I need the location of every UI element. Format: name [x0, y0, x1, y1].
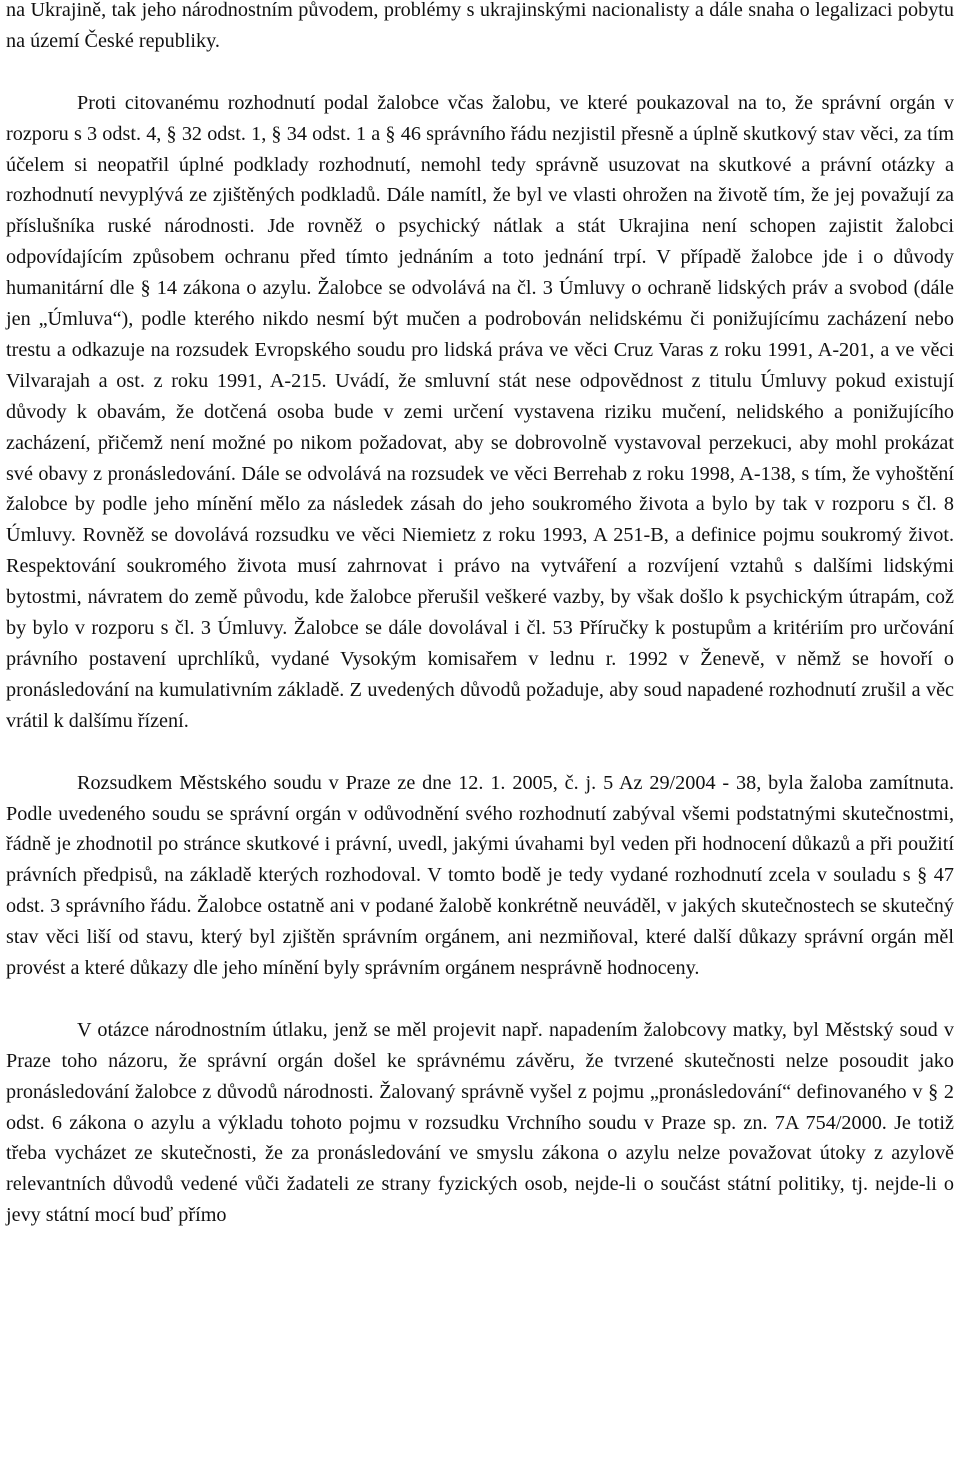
paragraph-continuation: na Ukrajině, tak jeho národnostním původem, problémy s ukrajinskými nacionalisty a dále snaha o legalizaci pobytu na území České republiky.: [6, 0, 954, 52]
paragraph-spacer: [6, 984, 954, 1015]
paragraph-spacer: [6, 57, 954, 88]
paragraph-plaintiff-claims: Proti citovanému rozhodnutí podal žalobce včas žalobu, ve které poukazoval na to, že správní orgán v rozporu s 3 odst. 4, § 32 odst. 1, § 34 odst. 1 a § 46 správního řádu nezjistil přesně a úplně skutkový stav věci, za tím účelem si neopatřil úplné podklady rozhodnutí, nemohl tedy správně usuzovat na skutkové a právní otázky a rozhodnutí nevyplývá ze zjištěných podkladů. Dále namítl, že byl ve vlasti ohrožen na životě tím, že jej považují za příslušníka ruské národnosti. Jde rovněž o psychický nátlak a stát Ukrajina není schopen zajistit žalobci odpovídajícím způsobem ochranu před tímto jednáním a toto jednání trpí. V případě žalobce jde i o důvody humanitární dle § 14 zákona o azylu. Žalobce se odvolává na čl. 3 Úmluvy o ochraně lidských práv a svobod (dále jen „Úmluva“), podle kterého nikdo nesmí být mučen a podrobován nelidskému či ponižujícímu zacházení nebo trestu a odkazuje na rozsudek Evropského soudu pro lidská práva ve věci Cruz Varas z roku 1991, A-201, a ve věci Vilvarajah a ost. z roku 1991, A-215. Uvádí, že smluvní stát nese odpovědnost z titulu Úmluvy pokud existují důvody k obavám, že dotčená osoba bude v zemi určení vystavena riziku mučení, nelidského a ponižujícího zacházení, přičemž není možné po nikom požadovat, aby se dobrovolně vystavoval perzekuci, aby mohl prokázat své obavy z pronásledování. Dále se odvolává na rozsudek ve věci Berrehab z roku 1998, A-138, s tím, že vyhoštění žalobce by podle jeho mínění mělo za následek zásah do jeho soukromého života a bylo by tak v rozporu s čl. 8 Úmluvy. Rovněž se dovolává rozsudku ve věci Niemietz z roku 1993, A 251-B, a definice pojmu soukromý život. Respektování soukromého života musí zahrnovat i právo na vytváření a rozvíjení vztahů s dalšími lidskými bytostmi, návratem do země původu, kde žalobce přerušil veškeré vazby, by však došlo k psychickým útrapám, což by bylo v rozporu s čl. 3 Úmluvy. Žalobce se dále dovolával i čl. 53 Příručky k postupům a kritériím pro určování právního postavení uprchlíků, vydané Vysokým komisařem v lednu r. 1992 v Ženevě, v němž se hovoří o pronásledování na kumulativním základě. Z uvedených důvodů požaduje, aby soud napadené rozhodnutí zrušil a věc vrátil k dalšímu řízení.: [6, 91, 954, 732]
paragraph-spacer: [6, 737, 954, 768]
paragraph-national-oppression: V otázce národnostním útlaku, jenž se měl projevit např. napadením žalobcovy matky, byl Městský soud v Praze toho názoru, že správní orgán došel ke správnému závěru, že tvrzené skutečnosti nelze posoudit jako pronásledování žalobce z důvodů národnosti. Žalovaný správně vyšel z pojmu „pronásledování“ definovaného v § 2 odst. 6 zákona o azylu a výkladu tohoto pojmu v rozsudku Vrchního soudu v Praze sp. zn. 7A 754/2000. Je totiž třeba vycházet ze skutečnosti, že za pronásledování ve smyslu zákona o azylu nelze považovat útoky z azylově relevantních důvodů vedené vůči žadateli ze strany fyzických osob, nejde-li o součást státní politiky, tj. nejde-li o jevy státní mocí buď přímo: [6, 1018, 954, 1227]
paragraph-municipal-court-judgment: Rozsudkem Městského soudu v Praze ze dne 12. 1. 2005, č. j. 5 Az 29/2004 - 38, byla žaloba zamítnuta. Podle uvedeného soudu se správní orgán v odůvodnění svého rozhodnutí zabýval všemi podstatnými skutečnostmi, řádně je zhodnotil po stránce skutkové i právní, uvedl, jakými úvahami byl veden při hodnocení důkazů a při použití právních předpisů, na základě kterých rozhodoval. V tomto bodě je tedy vydané rozhodnutí zcela v souladu s § 47 odst. 3 správního řádu. Žalobce ostatně ani v podané žalobě konkrétně neuváděl, v jakých skutečnostech se skutečný stav věci liší od stavu, který byl zjištěn správním orgánem, ani nezmiňoval, které další důkazy správní orgán měl provést a které důkazy dle jeho mínění byly správním orgánem nesprávně hodnoceny.: [6, 771, 954, 980]
